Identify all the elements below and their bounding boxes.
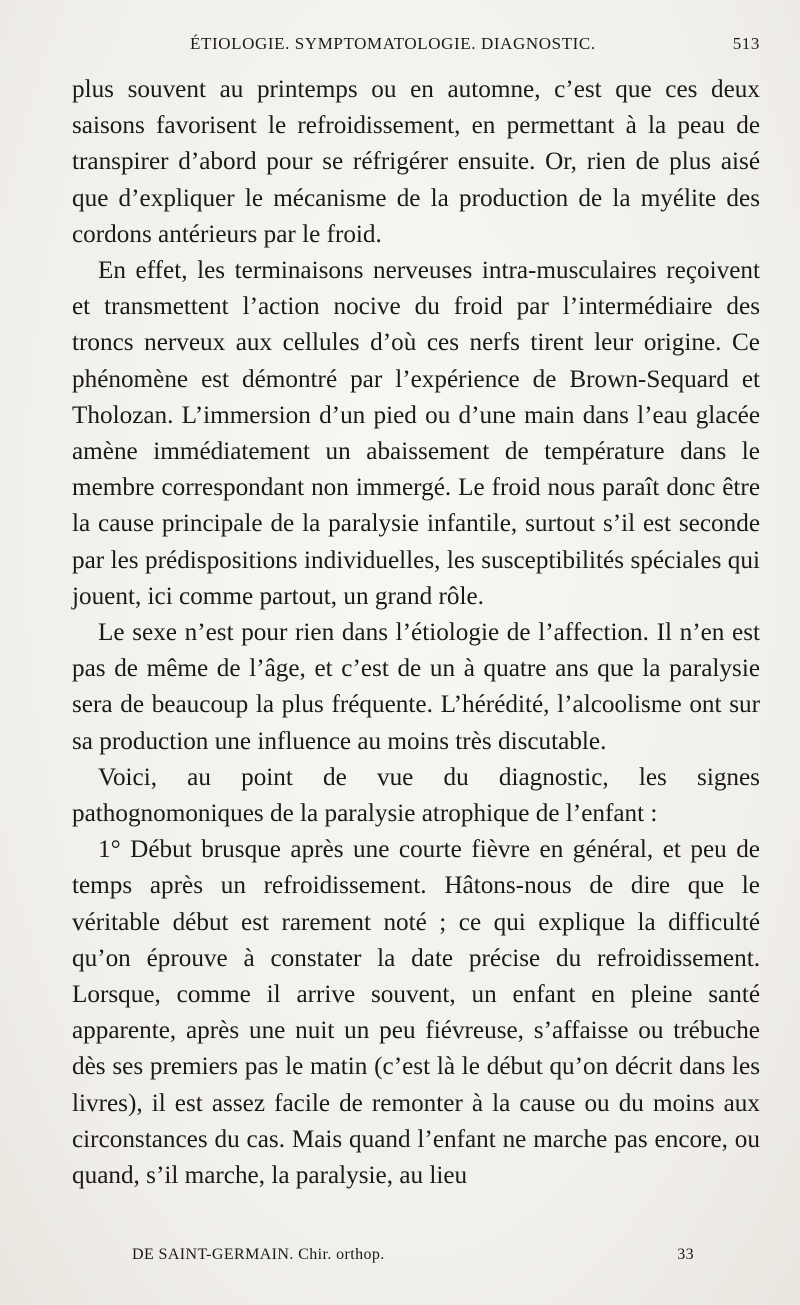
- paragraph-sex-age: Le sexe n’est pour rien dans l’étiologie de l’affection. Il n’en est pas de même de l’âge, et c’est de un à quatre ans que la paralysie sera de beaucoup la plus fréquente. L’hérédité, l’alcoolisme ont sur sa production une influence au moins très discutable.: [72, 619, 760, 755]
- paragraph-continuation: plus souvent au printemps ou en automne, c’est que ces deux saisons favorisent le refroidissement, en permettant à la peau de transpirer d’abord pour se réfrigérer ensuite. Or, rien de plus aisé que d’expliquer le mécanisme de la production de la myélite des cordons antérieurs par le froid.: [72, 76, 760, 248]
- page-number: 513: [732, 34, 760, 53]
- running-title: ÉTIOLOGIE. SYMPTOMATOLOGIE. DIAGNOSTIC.: [190, 34, 596, 53]
- signature-author: DE SAINT-GERMAIN.: [132, 1246, 294, 1263]
- paragraph-cold-mechanism: En effet, les terminaisons nerveuses intra-musculaires reçoivent et transmettent l’action nocive du froid par l’intermédiaire des troncs nerveux aux cellules d’où ces nerfs tirent leur origine. Ce phénomène est démontré par l’expérience de Brown-Sequard et Tholozan. L’immersion d’un pied ou d’une main dans l’eau glacée amène immédiatement un abaissement de température dans le membre correspondant non immergé. Le froid nous paraît donc être la cause principale de la paralysie infantile, surtout s’il est seconde par les prédispositions individuelles, les susceptibilités spéciales qui jouent, ici comme partout, un grand rôle.: [72, 257, 760, 610]
- body-text: [72, 72, 760, 1194]
- running-head: [72, 34, 760, 58]
- signature-number: 33: [677, 1246, 694, 1263]
- signature-line: [132, 1246, 385, 1264]
- paragraph-diagnostic-intro: Voici, au point de vue du diagnostic, les signes pathognomoniques de la paralysie atrophique de l’enfant :: [72, 763, 760, 828]
- paragraph-sign-one: 1° Début brusque après une courte fièvre en général, et peu de temps après un refroidissement. Hâtons-nous de dire que le véritable début est rarement noté ; ce qui explique la difficulté qu’on éprouve à constater la date précise du refroidissement. Lorsque, comme il arrive souvent, un enfant en pleine santé apparente, après une nuit un peu fiévreuse, s’affaisse ou trébuche dès ses premiers pas le matin (c’est là le début qu’on décrit dans les livres), il est assez facile de remonter à la cause ou du moins aux circonstances du cas. Mais quand l’enfant ne marche pas encore, ou quand, s’il marche, la paralysie, au lieu: [72, 836, 760, 1190]
- signature-work: Chir. orthop.: [298, 1246, 385, 1263]
- printer-signature: [132, 1246, 702, 1268]
